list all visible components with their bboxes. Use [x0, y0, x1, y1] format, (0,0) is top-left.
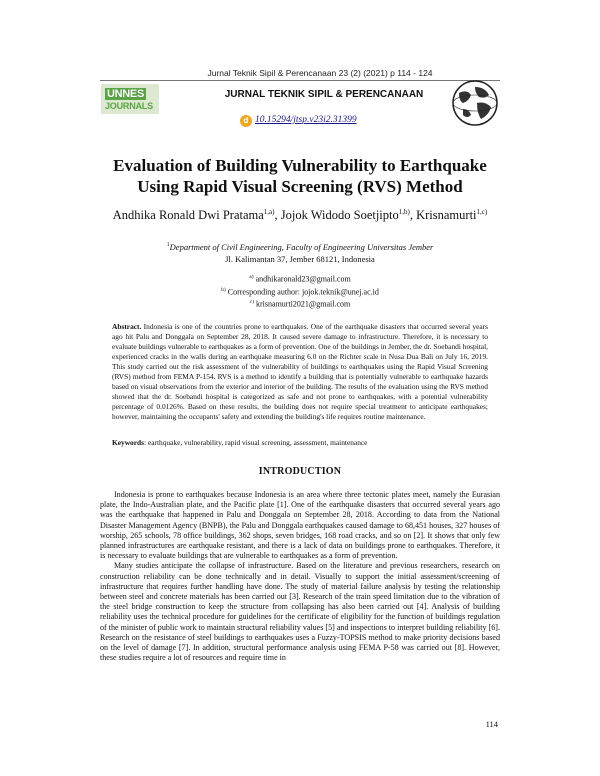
- title-line-2: Using Rapid Visual Screening (RVS) Method: [137, 177, 463, 196]
- author-name: Krisnamurti: [416, 208, 477, 223]
- introduction-body: [100, 490, 500, 663]
- body-paragraph: Many studies anticipate the collapse of infrastructure. Based on the literature and previous researchers, research on construction reliability can be done technically and in detail. Visually to support the initial assessment/screening of infrastructure that requires further handling have done. The study of material failure analysis by testing the relationship between steel and concrete materials has been carried out [3]. Research of the train speed limitation due to the vibration of the steel bridge construction to keep the structure from collapsing has also been carried out [4]. Analysis of building reliability uses the technical procedure for guidelines for the certificate of eligibility for the function of buildings regulation of the minister of public work to maintain structural reliability values [5] and inspections to interpret building reliability [6]. Research on the resistance of steel buildings to earthquakes uses a Fuzzy-TOPSIS method to make priority decisions based on the level of damage [7]. In addition, structural performance analysis using FEMA P-58 was carried out [8]. However, these studies require a lot of resources and require time in: [100, 561, 500, 663]
- author-list: Andhika Ronald Dwi Pratama$^{1,a)}$, Jojok Widodo Soetjipto$^{1,b)}$, Krisnamurti$^{1,c)}$: [112, 208, 488, 223]
- affiliation-sup: 1: [166, 242, 170, 248]
- paper-title: [60, 155, 540, 197]
- email-line: [60, 285, 540, 298]
- logo-text-unnes: UNNES: [107, 88, 145, 100]
- keywords-label: Keywords: [112, 438, 145, 447]
- abstract: [112, 322, 488, 422]
- header-divider: [100, 80, 500, 81]
- keywords-text: : earthquake, vulnerability, rapid visual screening, assessment, maintenance: [144, 438, 368, 447]
- author-name: Andhika Ronald Dwi Pratama: [112, 208, 264, 223]
- doi: [240, 115, 420, 129]
- section-heading: INTRODUCTION: [258, 466, 342, 477]
- email-text: andhikaronald23@gmail.com: [255, 274, 351, 284]
- author-name: Jojok Widodo Soetjipto: [280, 208, 399, 223]
- page-number: 114: [485, 719, 498, 729]
- email-sup: a): [249, 274, 254, 280]
- email-sup: b): [221, 286, 226, 293]
- journal-citation: Jurnal Teknik Sipil & Perencanaan 23 (2) (2021) p 114 - 124: [207, 68, 433, 78]
- author-sup: 1,a): [263, 208, 275, 216]
- logo-text-journals: JOURNALS: [105, 101, 153, 111]
- affiliation-address: Jl. Kalimantan 37, Jember 68121, Indonesia: [225, 253, 375, 264]
- doi-icon: d: [240, 115, 252, 127]
- author-sup: 1,b): [398, 208, 410, 216]
- keywords: [112, 438, 488, 447]
- journal-globe-icon: [451, 79, 499, 127]
- email-sup: c): [249, 299, 255, 306]
- abstract-text: Indonesia is one of the countries prone to earthquakes. One of the earthquake disasters that occurred several years ago hit Palu and Donggala on September 28, 2018. It caused severe damage to infrastructure. Therefore, it is necessary to evaluate buildings vulnerable to earthquakes as a form of prevention. One of the buildings in Jember, the dr. Soebandi hospital, experienced cracks in the walls during an earthquake measuring 6.0 on the Richter scale in Nusa Dua Bali on July 16, 2019. This study carried out the risk assessment of the vulnerability of buildings to earthquakes using the Rapid Visual Screening (RVS) method from FEMA P-154. RVS is a method to identify a building that is potentially vulnerable to earthquake hazards based on visual observations from the exterior and interior of the building. The results of the evaluation using the RVS method showed that the dr. Soebandi hospital is categorized as safe and not prone to earthquakes, with a potential vulnerability percentage of 0.0126%. Based on these results, the building does not require special treatment to anticipate earthquakes; however, maintaining the occupants' safety and extending the building's life requires routine maintenance.: [112, 322, 488, 421]
- affiliation: [60, 239, 540, 265]
- email-text: krisnamurti2021@gmail.com: [256, 299, 351, 309]
- doi-link[interactable]: 10.15294/jtsp.v23i2.31399: [255, 115, 357, 125]
- journal-name: JURNAL TEKNIK SIPIL & PERENCANAAN: [224, 89, 424, 100]
- unnes-journals-logo: [101, 84, 159, 114]
- affiliation-department: Department of Civil Engineering, Faculty of Engineering Universitas Jember: [169, 241, 434, 252]
- abstract-label: Abstract.: [112, 322, 142, 331]
- email-line: [60, 272, 540, 285]
- body-paragraph: Indonesia is prone to earthquakes because Indonesia is an area where three tectonic plates meet, namely the Eurasian plate, the Indo-Australian plate, and the Pacific plate [1]. One of the earthquake disasters that occurred several years ago was the earthquake that happened in Palu and Donggala on September 28, 2018. According to data from the National Disaster Management Agency (BNPB), the Palu and Donggala earthquakes caused damage to 68,451 houses, 327 houses of worship, 265 schools, 78 office buildings, 362 shops, seven bridges, 168 road cracks, and so on [2]. It shows that only few planned infrastructures are earthquake resistant, and there is a lack of data on buildings prone to earthquakes. Therefore, it is necessary to evaluate buildings that are vulnerable to earthquakes as a form of prevention.: [100, 490, 500, 561]
- author-emails: [60, 272, 540, 310]
- title-line-1: Evaluation of Building Vulnerability to Earthquake: [113, 156, 487, 175]
- email-text: Corresponding author: jojok.teknik@unej.ac.id: [227, 287, 379, 297]
- email-line: [60, 297, 540, 310]
- author-sup: 1,c): [476, 208, 488, 216]
